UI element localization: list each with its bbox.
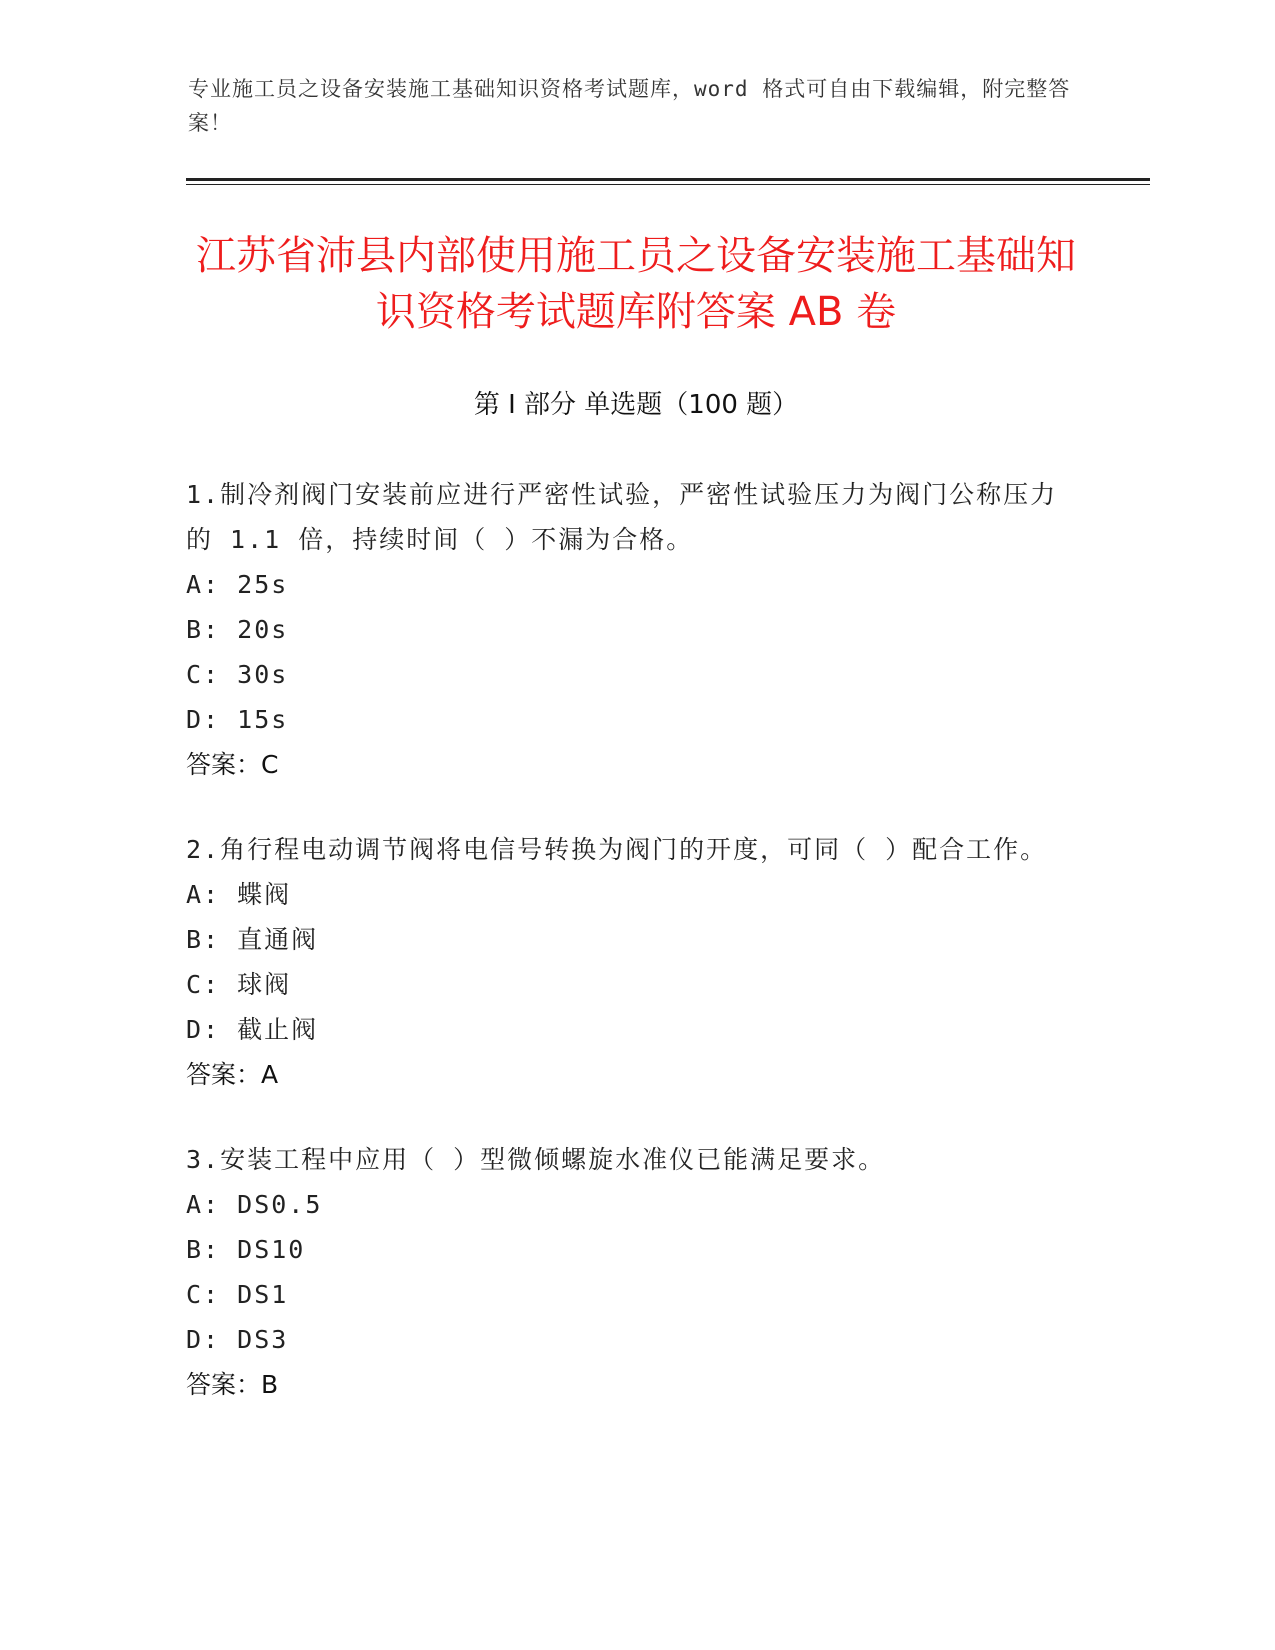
question-1 xyxy=(186,472,1066,787)
option-b: B: 20s xyxy=(186,615,289,644)
option-d: D: 截止阀 xyxy=(186,1015,319,1044)
header-divider-thick xyxy=(186,178,1150,181)
option-c: C: 30s xyxy=(186,660,289,689)
question-stem: 1.制冷剂阀门安装前应进行严密性试验，严密性试验压力为阀门公称压力的 1.1 倍，持续时间（ ）不漏为合格。 xyxy=(186,480,1058,554)
option-a: A: 蝶阀 xyxy=(186,880,292,909)
answer-text: 答案：B xyxy=(186,1370,279,1399)
section-heading: 第 I 部分 单选题（100 题） xyxy=(473,390,799,420)
question-list xyxy=(186,472,1066,1447)
header-note: 专业施工员之设备安装施工基础知识资格考试题库，word 格式可自由下载编辑，附完整答案！ xyxy=(188,77,1071,135)
question-2 xyxy=(186,827,1066,1097)
option-a: A: 25s xyxy=(186,570,289,599)
option-c: C: DS1 xyxy=(186,1280,289,1309)
header-divider-thin xyxy=(186,184,1150,185)
option-b: B: DS10 xyxy=(186,1235,306,1264)
option-a: A: DS0.5 xyxy=(186,1190,323,1219)
answer-text: 答案：A xyxy=(186,1060,279,1089)
question-stem: 3.安装工程中应用（ ）型微倾螺旋水准仪已能满足要求。 xyxy=(186,1145,886,1174)
answer-text: 答案：C xyxy=(186,750,279,779)
question-3 xyxy=(186,1137,1066,1407)
option-b: B: 直通阀 xyxy=(186,925,319,954)
document-title: 江苏省沛县内部使用施工员之设备安装施工基础知识资格考试题库附答案 AB 卷 xyxy=(196,233,1076,335)
option-d: D: DS3 xyxy=(186,1325,289,1354)
option-d: D: 15s xyxy=(186,705,289,734)
question-stem: 2.角行程电动调节阀将电信号转换为阀门的开度，可同（ ）配合工作。 xyxy=(186,835,1048,864)
option-c: C: 球阀 xyxy=(186,970,292,999)
